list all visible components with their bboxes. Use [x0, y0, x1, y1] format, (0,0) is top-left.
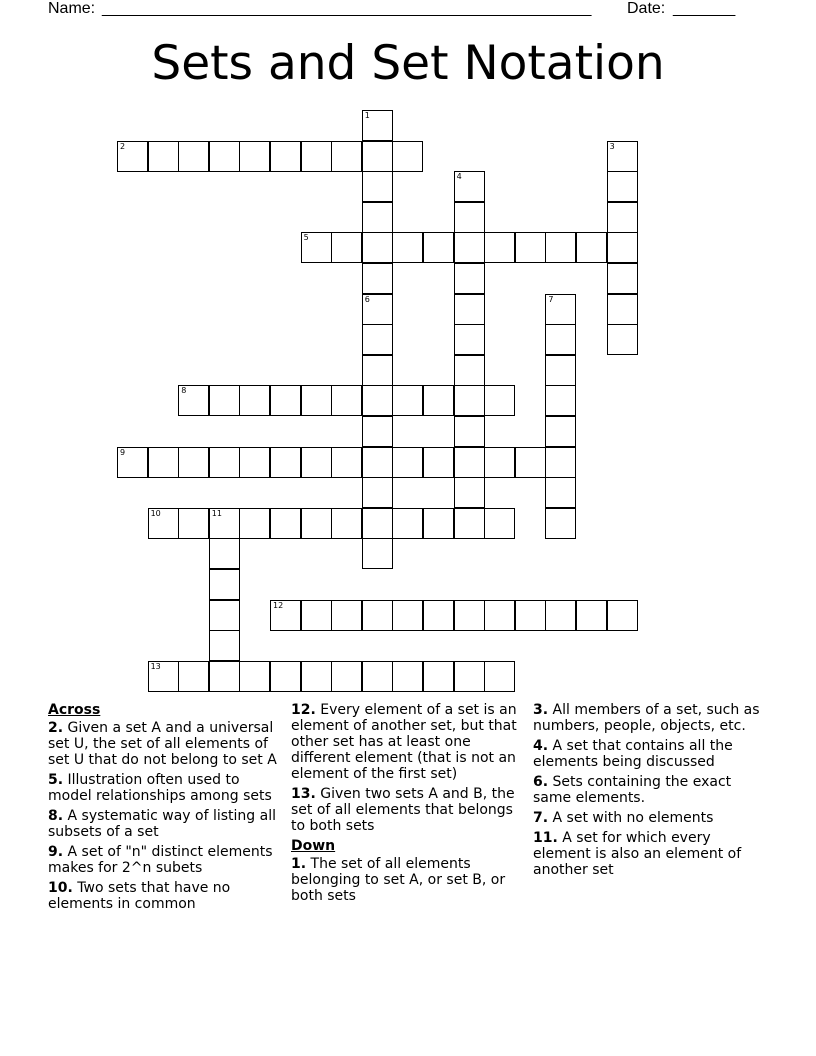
crossword-cell[interactable] [331, 232, 362, 263]
clue-number: 13 [150, 661, 161, 671]
crossword-cell[interactable] [515, 447, 546, 478]
crossword-cell[interactable] [331, 447, 362, 478]
clue-number: 10 [150, 508, 161, 518]
crossword-cell[interactable] [392, 385, 423, 416]
crossword-cell[interactable] [301, 447, 332, 478]
crossword-cell[interactable] [515, 600, 546, 631]
crossword-cell[interactable] [270, 600, 301, 631]
clue-number: 3 [609, 141, 615, 151]
crossword-cell[interactable] [454, 263, 485, 294]
crossword-cell[interactable] [454, 477, 485, 508]
clue-item: 6. Sets containing the exact same elements. [533, 774, 732, 806]
crossword-cell[interactable] [545, 232, 576, 263]
crossword-cell[interactable] [362, 202, 393, 233]
crossword-cell[interactable] [484, 385, 515, 416]
clue-number: 9 [120, 447, 126, 457]
clue-number: 6 [364, 294, 370, 304]
clue-item: 9. A set of "n" distinct elements makes for 2^n subets [48, 844, 273, 876]
across-heading: Across [48, 702, 101, 718]
crossword-cell[interactable] [392, 447, 423, 478]
crossword-cell[interactable] [392, 141, 423, 172]
crossword-cell[interactable] [545, 477, 576, 508]
crossword-cell[interactable] [454, 232, 485, 263]
clue-column-2 [291, 702, 527, 908]
crossword-cell[interactable] [576, 232, 607, 263]
crossword-cell[interactable] [454, 385, 485, 416]
crossword-cell[interactable] [576, 600, 607, 631]
clue-column-3 [533, 702, 769, 882]
crossword-cell[interactable] [331, 385, 362, 416]
crossword-cell[interactable] [484, 600, 515, 631]
crossword-cell[interactable] [484, 508, 515, 539]
crossword-cell[interactable] [362, 263, 393, 294]
clue-item: 11. A set for which every element is also an element of another set [533, 830, 742, 878]
clue-item: 3. All members of a set, such as numbers, people, objects, etc. [533, 702, 760, 734]
crossword-cell[interactable] [331, 600, 362, 631]
crossword-cell[interactable] [270, 141, 301, 172]
crossword-cell[interactable] [423, 661, 454, 692]
crossword-cell[interactable] [178, 447, 209, 478]
crossword-cell[interactable] [209, 630, 240, 661]
crossword-cell[interactable] [362, 324, 393, 355]
crossword-cell[interactable] [454, 508, 485, 539]
crossword-cell[interactable] [301, 232, 332, 263]
crossword-cell[interactable] [362, 600, 393, 631]
crossword-cell[interactable] [392, 508, 423, 539]
date-field[interactable]: _______ [673, 0, 736, 17]
crossword-cell[interactable] [607, 324, 638, 355]
date-label: Date: [627, 0, 666, 17]
crossword-cell[interactable] [301, 508, 332, 539]
crossword-cell[interactable] [423, 600, 454, 631]
crossword-cell[interactable] [239, 385, 270, 416]
crossword-cell[interactable] [362, 508, 393, 539]
crossword-cell[interactable] [362, 141, 393, 172]
clue-number: 4 [456, 172, 462, 182]
clue-item: 1. The set of all elements belonging to set A, or set B, or both sets [291, 856, 506, 904]
crossword-cell[interactable] [239, 447, 270, 478]
page-title: Sets and Set Notation [151, 36, 665, 91]
crossword-cell[interactable] [607, 263, 638, 294]
clue-item: 7. A set with no elements [533, 810, 714, 826]
crossword-cell[interactable] [362, 385, 393, 416]
crossword-cell[interactable] [454, 355, 485, 386]
crossword-cell[interactable] [423, 447, 454, 478]
crossword-cell[interactable] [454, 202, 485, 233]
crossword-cell[interactable] [331, 141, 362, 172]
clue-number: 12 [273, 600, 284, 610]
crossword-cell[interactable] [362, 447, 393, 478]
crossword-cell[interactable] [209, 447, 240, 478]
clue-item: 4. A set that contains all the elements being discussed [533, 738, 733, 770]
crossword-cell[interactable] [362, 661, 393, 692]
crossword-cell[interactable] [392, 232, 423, 263]
crossword-cell[interactable] [178, 508, 209, 539]
crossword-cell[interactable] [178, 141, 209, 172]
clue-item: 2. Given a set A and a universal set U, the set of all elements of set U that do not belong to set A [48, 720, 277, 768]
crossword-cell[interactable] [117, 447, 148, 478]
clue-item: 8. A systematic way of listing all subsets of a set [48, 808, 276, 840]
crossword-cell[interactable] [545, 385, 576, 416]
crossword-cell[interactable] [545, 447, 576, 478]
crossword-cell[interactable] [607, 141, 638, 172]
crossword-cell[interactable] [607, 600, 638, 631]
crossword-cell[interactable] [454, 324, 485, 355]
crossword-cell[interactable] [362, 355, 393, 386]
crossword-cell[interactable] [331, 661, 362, 692]
clue-number: 5 [303, 233, 309, 243]
crossword-cell[interactable] [148, 141, 179, 172]
crossword-cell[interactable] [545, 416, 576, 447]
crossword-cell[interactable] [362, 538, 393, 569]
crossword-cell[interactable] [607, 202, 638, 233]
crossword-cell[interactable] [545, 355, 576, 386]
crossword-cell[interactable] [454, 294, 485, 325]
crossword-cell[interactable] [607, 171, 638, 202]
crossword-cell[interactable] [209, 141, 240, 172]
crossword-cell[interactable] [454, 447, 485, 478]
clue-number: 8 [181, 386, 187, 396]
crossword-cell[interactable] [209, 569, 240, 600]
clue-item: 10. Two sets that have no elements in common [48, 880, 231, 912]
crossword-cell[interactable] [270, 508, 301, 539]
crossword-cell[interactable] [423, 385, 454, 416]
crossword-cell[interactable] [454, 171, 485, 202]
crossword-cell[interactable] [392, 600, 423, 631]
crossword-cell[interactable] [484, 447, 515, 478]
crossword-cell[interactable] [270, 661, 301, 692]
crossword-cell[interactable] [301, 661, 332, 692]
clue-number: 2 [120, 141, 126, 151]
crossword-cell[interactable] [209, 661, 240, 692]
crossword-cell[interactable] [454, 600, 485, 631]
clue-number: 7 [548, 294, 554, 304]
clue-column-1 [48, 702, 284, 916]
crossword-cell[interactable] [545, 324, 576, 355]
crossword-cell[interactable] [209, 538, 240, 569]
name-field[interactable]: _______________________________________________________ [102, 0, 592, 17]
crossword-cell[interactable] [607, 232, 638, 263]
crossword-cell[interactable] [239, 141, 270, 172]
clue-item: 13. Given two sets A and B, the set of all elements that belongs to both sets [291, 786, 515, 834]
crossword-cell[interactable] [239, 508, 270, 539]
down-heading: Down [291, 838, 336, 854]
clue-number: 11 [211, 508, 222, 518]
crossword-cell[interactable] [209, 600, 240, 631]
crossword-cell[interactable] [392, 661, 423, 692]
crossword-cell[interactable] [148, 447, 179, 478]
crossword-cell[interactable] [331, 508, 362, 539]
crossword-cell[interactable] [515, 232, 546, 263]
crossword-cell[interactable] [362, 110, 393, 141]
crossword-cell[interactable] [178, 385, 209, 416]
crossword-cell[interactable] [484, 232, 515, 263]
crossword-cell[interactable] [545, 600, 576, 631]
crossword-cell[interactable] [209, 385, 240, 416]
crossword-cell[interactable] [301, 385, 332, 416]
crossword-cell[interactable] [117, 141, 148, 172]
crossword-cell[interactable] [301, 141, 332, 172]
crossword-cell[interactable] [484, 661, 515, 692]
crossword-cell[interactable] [239, 661, 270, 692]
clue-item: 12. Every element of a set is an element of another set, but that other set has at least one different element (that is not an element of the first set) [291, 702, 517, 782]
crossword-cell[interactable] [362, 477, 393, 508]
clue-item: 5. Illustration often used to model relationships among sets [48, 772, 272, 804]
crossword-cell[interactable] [148, 661, 179, 692]
crossword-cell[interactable] [270, 385, 301, 416]
crossword-cell[interactable] [454, 416, 485, 447]
crossword-cell[interactable] [148, 508, 179, 539]
name-label: Name: [48, 0, 96, 17]
crossword-cell[interactable] [423, 508, 454, 539]
crossword-cell[interactable] [178, 661, 209, 692]
crossword-cell[interactable] [454, 661, 485, 692]
crossword-cell[interactable] [270, 447, 301, 478]
crossword-cell[interactable] [301, 600, 332, 631]
crossword-cell[interactable] [607, 294, 638, 325]
clue-number: 1 [364, 111, 370, 120]
crossword-cell[interactable] [545, 294, 576, 325]
crossword-cell[interactable] [545, 508, 576, 539]
crossword-cell[interactable] [362, 416, 393, 447]
crossword-cell[interactable] [362, 294, 393, 325]
crossword-cell[interactable] [209, 508, 240, 539]
crossword-cell[interactable] [362, 171, 393, 202]
crossword-cell[interactable] [423, 232, 454, 263]
header [48, 0, 748, 20]
crossword-cell[interactable] [362, 232, 393, 263]
